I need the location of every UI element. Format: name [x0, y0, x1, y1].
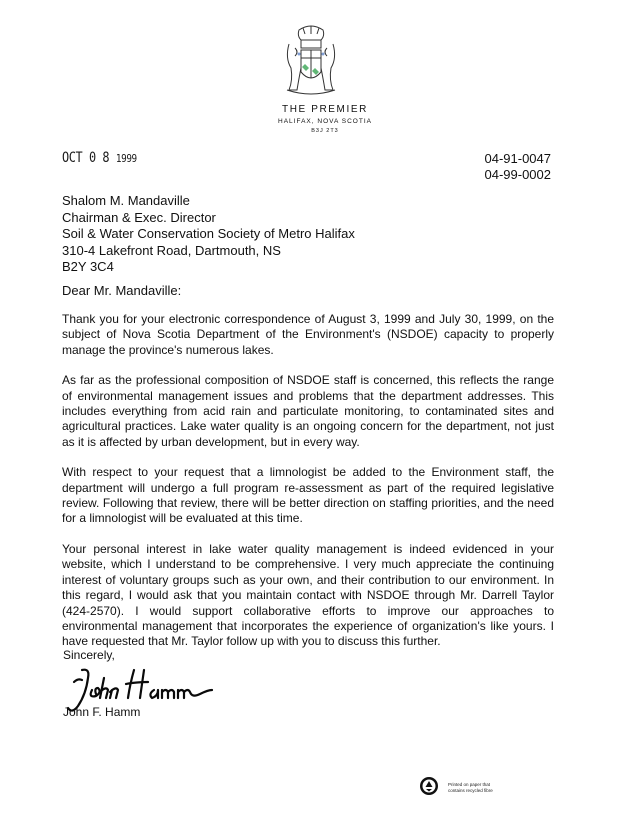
letterhead-city: HALIFAX, NOVA SCOTIA	[278, 118, 372, 125]
signer-name: John F. Hamm	[63, 705, 141, 719]
recipient-postal-code: B2Y 3C4	[62, 259, 114, 275]
body-paragraph: As far as the professional composition of NSDOE staff is concerned, this reflects the range of environmental management issues and problems that the department addresses. This includes everything from acid rain and particulate monitoring, to contaminated sites and agricultural practices. Lake water quality is an ongoing concern for the department, not just as it is affected by urban development, but in every way.	[62, 373, 554, 449]
recycled-paper-note	[448, 782, 493, 794]
recycled-note-line: contains recycled fibre	[448, 788, 493, 793]
recipient-address-block	[62, 193, 355, 276]
body-paragraph: Thank you for your electronic correspondence of August 3, 1999 and July 30, 1999, on the subject of Nova Scotia Department of the Environment's (NSDOE) capacity to properly manage the province's numerous lakes.	[62, 312, 554, 357]
letterhead-postal-code: B3J 2T3	[311, 128, 339, 134]
body-paragraph: With respect to your request that a limnologist be added to the Environment staff, the department will undergo a full program re-assessment as part of the required legislative review. Following that review, there will be better direction on staffing priorities, and the need for a limnologist will be evaluated at this time.	[62, 465, 554, 526]
date-stamp-month-day: OCT 0 8	[62, 150, 110, 166]
salutation: Dear Mr. Mandaville:	[62, 283, 182, 298]
recipient-organization: Soil & Water Conservation Society of Metro Halifax	[62, 226, 355, 242]
recycle-icon	[419, 776, 439, 796]
closing: Sincerely,	[63, 648, 115, 662]
recipient-name: Shalom M. Mandaville	[62, 193, 190, 208]
body-paragraph: Your personal interest in lake water quality management is indeed evidenced in your website, which I understand to be comprehensive. I very much appreciate the continuing interest of voluntary groups such as your own, and their contribution to our environment. In this regard, I would ask that you maintain contact with NSDOE through Mr. Darrell Taylor (424-2570). I would support collaborative efforts to improve our approaches to environmental management that incorporates the experience of organization's like yours. I have requested that Mr. Taylor follow up with you to discuss this further.	[62, 541, 554, 649]
recycled-note-line: Printed on paper that	[448, 782, 491, 787]
recipient-street: 310-4 Lakefront Road, Dartmouth, NS	[62, 242, 281, 258]
file-reference-numbers	[485, 151, 552, 183]
file-reference: 04-91-0047	[484, 151, 551, 166]
coat-of-arms-icon	[281, 24, 341, 96]
date-stamp	[62, 150, 137, 166]
recipient-title: Chairman & Exec. Director	[62, 209, 216, 225]
letterhead-title: THE PREMIER	[282, 104, 368, 115]
letter-body	[62, 312, 554, 665]
file-reference: 04-99-0002	[484, 167, 551, 182]
date-stamp-year: 1999	[115, 152, 137, 165]
